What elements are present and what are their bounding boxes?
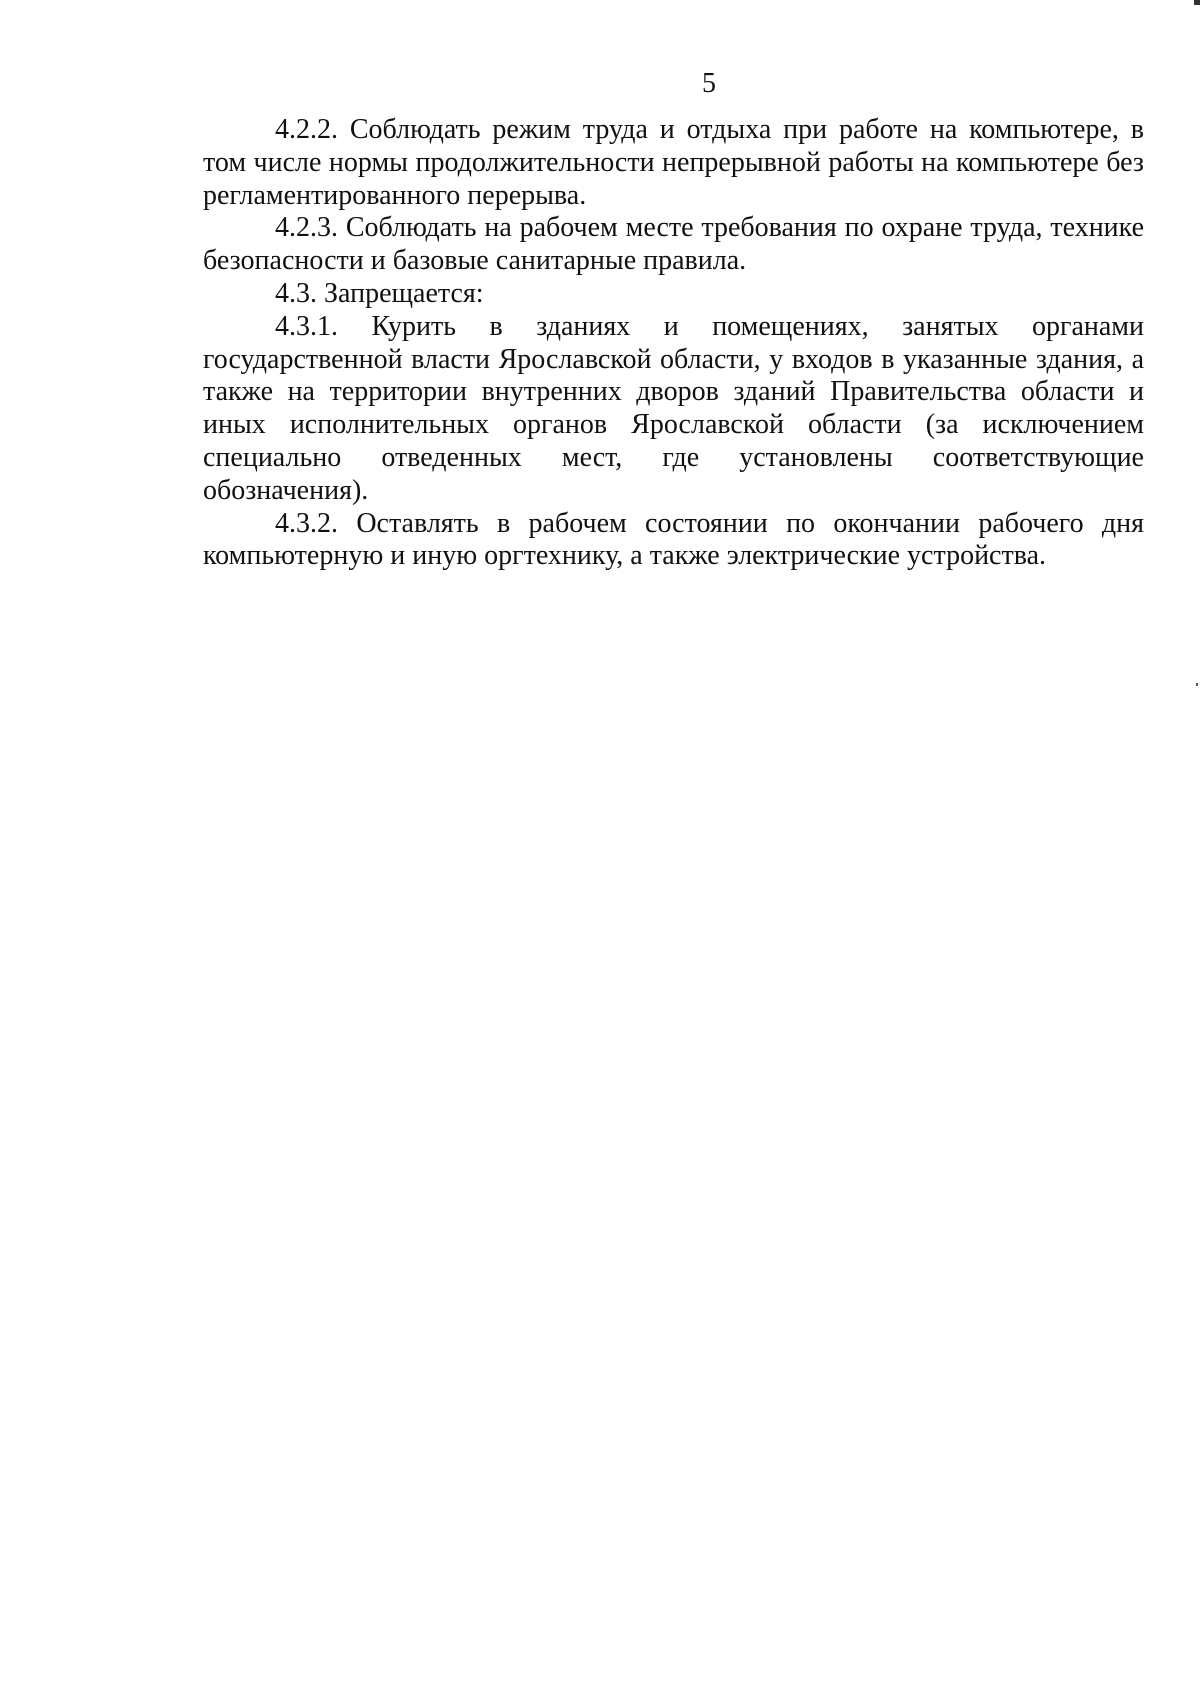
paragraph-4-2-2: 4.2.2. Соблюдать режим труда и отдыха при работе на компьютере, в том числе нормы продолжительности непрерывной работы на компьютере без регламентированного перерыва. xyxy=(203,114,1144,211)
document-body xyxy=(203,114,1144,573)
page-number: 5 xyxy=(702,68,716,99)
scan-artifact xyxy=(1196,683,1198,686)
paragraph-4-3: 4.3. Запрещается: xyxy=(275,277,484,309)
paragraph-4-3-2: 4.3.2. Оставлять в рабочем состоянии по окончании рабочего дня компьютерную и иную оргтехнику, а также электрические устройства. xyxy=(203,507,1144,572)
scan-artifact xyxy=(1194,0,1200,5)
paragraph-4-2-3: 4.2.3. Соблюдать на рабочем месте требования по охране труда, технике безопасности и базовые санитарные правила. xyxy=(203,212,1144,277)
paragraph-4-3-1: 4.3.1. Курить в зданиях и помещениях, занятых органами государственной власти Ярославской области, у входов в указанные здания, а также на территории внутренних дворов зданий Правительства области и иных исполнительных органов Ярославской области (за исключением специально отведенных мест, где установлены соответствующие обозначения). xyxy=(203,310,1144,506)
